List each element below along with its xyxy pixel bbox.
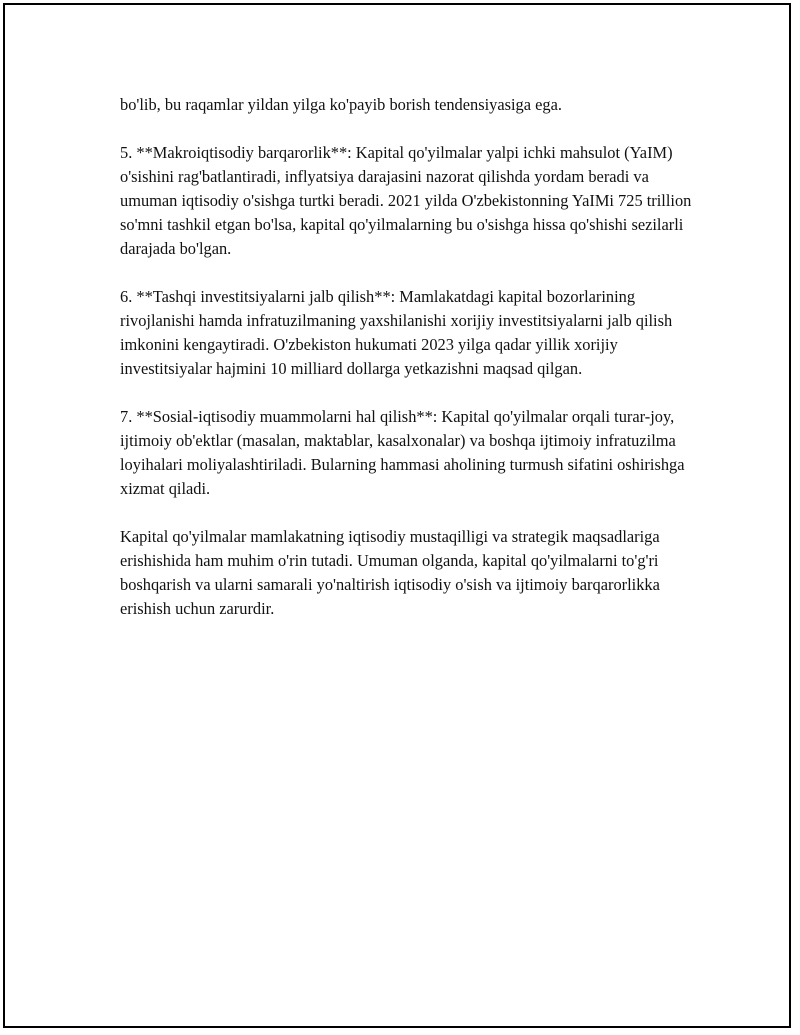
document-page xyxy=(3,3,791,1028)
paragraph-item-5: 5. **Makroiqtisodiy barqarorlik**: Kapital qo'yilmalar yalpi ichki mahsulot (YaIM) o'sishini rag'batlantiradi, inflyatsiya darajasini nazorat qilishda yordam beradi va umuman iqtisodiy o'sishga turtki beradi. 2021 yilda O'zbekistonning YaIMi 725 trillion so'mni tashkil etgan bo'lsa, kapital qo'yilmalarning bu o'sishga hissa qo'shishi sezilarli darajada bo'lgan. xyxy=(120,143,692,258)
document-body xyxy=(120,93,710,645)
paragraph-continuation: bo'lib, bu raqamlar yildan yilga ko'payib borish tendensiyasiga ega. xyxy=(120,95,562,114)
paragraph-conclusion: Kapital qo'yilmalar mamlakatning iqtisodiy mustaqilligi va strategik maqsadlariga erishishida ham muhim o'rin tutadi. Umuman olganda, kapital qo'yilmalarni to'g'ri boshqarish va ularni samarali yo'naltirish iqtisodiy o'sish va ijtimoiy barqarorlikka erishish uchun zarurdir. xyxy=(120,527,660,618)
paragraph-item-6: 6. **Tashqi investitsiyalarni jalb qilish**: Mamlakatdagi kapital bozorlarining rivojlanishi hamda infratuzilmaning yaxshilanishi xorijiy investitsiyalarni jalb qilish imkonini kengaytiradi. O'zbekiston hukumati 2023 yilga qadar yillik xorijiy investitsiyalar hajmini 10 milliard dollarga yetkazishni maqsad qilgan. xyxy=(120,287,673,378)
paragraph-item-7: 7. **Sosial-iqtisodiy muammolarni hal qilish**: Kapital qo'yilmalar orqali turar-joy, ijtimoiy ob'ektlar (masalan, maktablar, kasalxonalar) va boshqa ijtimoiy infratuzilma loyihalari moliyalashtiriladi. Bularning hammasi aholining turmush sifatini oshirishga xizmat qiladi. xyxy=(120,407,685,498)
